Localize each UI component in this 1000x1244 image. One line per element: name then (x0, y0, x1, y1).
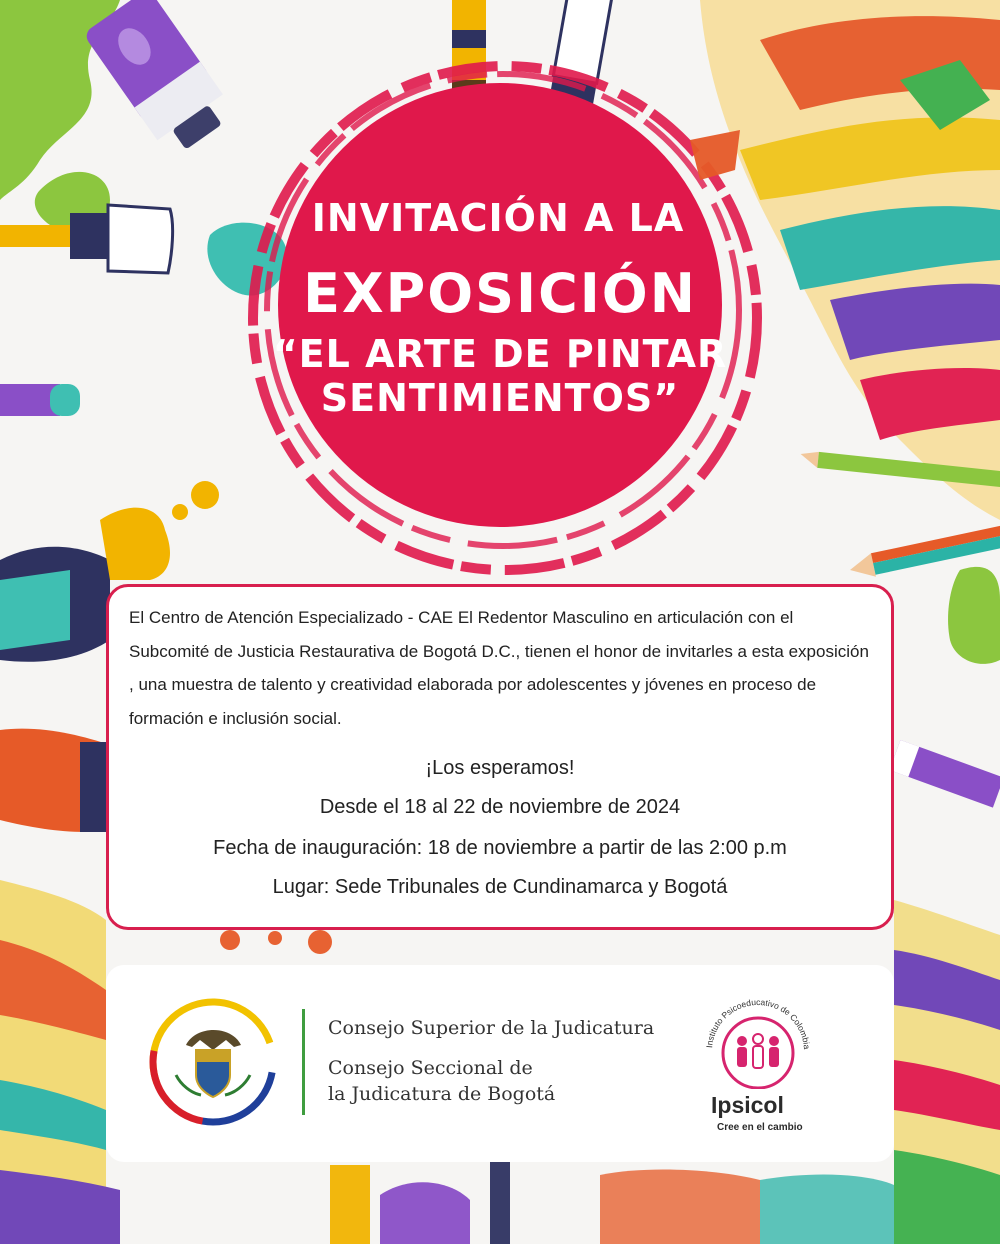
green-splash-right (948, 567, 1000, 664)
logos-box (106, 965, 894, 1162)
ipsicol-name: Ipsicol (711, 1092, 784, 1118)
svg-text:Instituto Psicoeducativo de Co (704, 997, 812, 1050)
title-line-exposicion: EXPOSICIÓN (303, 262, 697, 325)
greeting-text: ¡Los esperamos! (425, 757, 575, 779)
coat-of-arms-icon (146, 995, 280, 1129)
judicatura-line-1: Consejo Superior de la Judicatura (328, 1017, 655, 1039)
info-box (106, 584, 894, 930)
venue-text: Lugar: Sede Tribunales de Cundinamarca y Bogotá (272, 876, 728, 898)
intro-paragraph: El Centro de Atención Especializado - CAE El Redentor Masculino en articulación con el Subcomité de Justicia Restaurativa de Bogotá D.C., tienen el honor de invitarles a esta exposición , una muestra de talento y creatividad elaborada por adolescentes y jóvenes en proceso de formación e inclusión social. (129, 608, 869, 728)
judicatura-line-3: la Judicatura de Bogotá (328, 1083, 556, 1105)
dates-text: Desde el 18 al 22 de noviembre de 2024 (319, 796, 681, 818)
ipsicol-arc-text: Instituto Psicoeducativo de Colombia (704, 997, 813, 1050)
ipsicol-people-icon (698, 989, 818, 1089)
crayon-right-icon (890, 740, 1000, 808)
judicatura-line-2: Consejo Seccional de (328, 1057, 533, 1079)
opening-text: Fecha de inauguración: 18 de noviembre a partir de las 2:00 p.m (213, 837, 787, 859)
title-line-invitation: INVITACIÓN A LA (311, 196, 685, 240)
paint-tube-icon (83, 0, 237, 160)
title-line-sentimientos: SENTIMIENTOS” (320, 376, 680, 420)
logo-divider (302, 1009, 305, 1115)
ipsicol-tagline: Cree en el cambio (717, 1122, 803, 1133)
title-line-arte: “EL ARTE DE PINTAR (272, 332, 728, 376)
paintbrush-left-2-icon (0, 729, 110, 832)
